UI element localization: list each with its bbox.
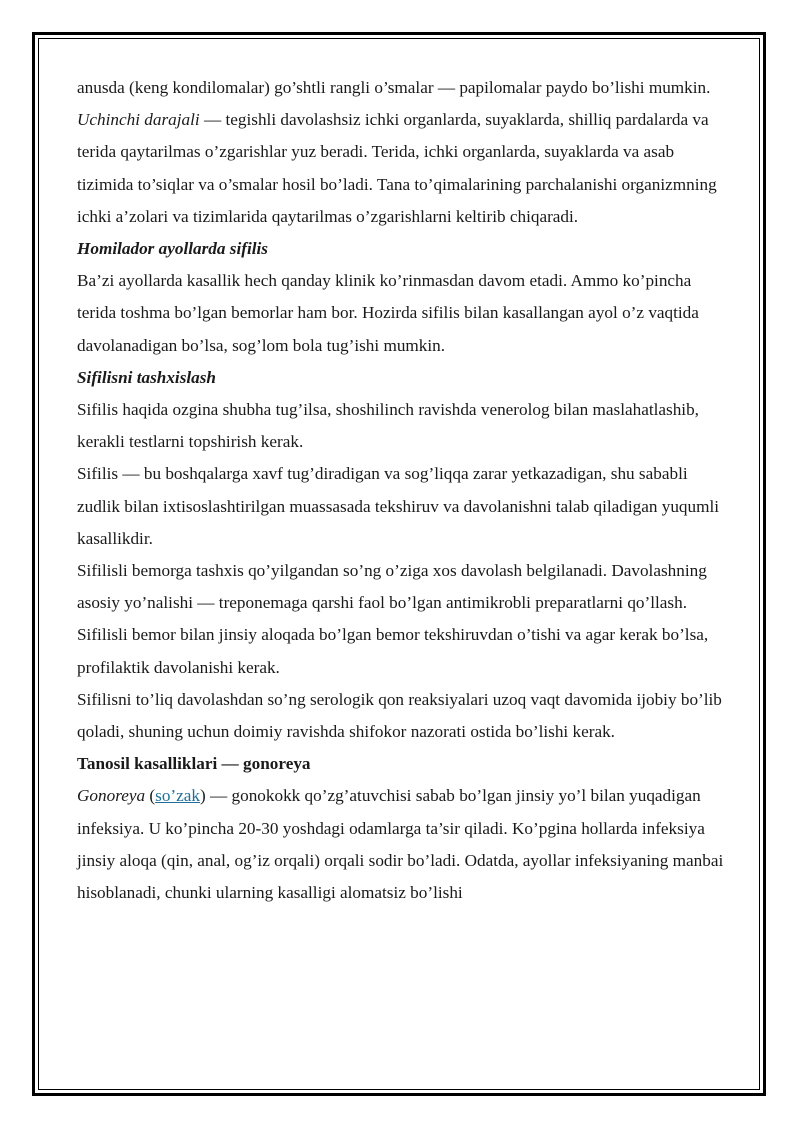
document-body — [77, 72, 727, 909]
third-stage-text: — tegishli davolashsiz ichki organlarda, suyaklarda, shilliq pardalarda va terida qaytarilmas o’zgarishlar yuz beradi. Terida, ichki organlarda, suyaklarda va asab tizimida to’siqlar va o’smalar hosil bo’ladi. Tana to’qimalarining parchalanishi organizmning ichki a’zolari va tizimlarida qaytarilmas o’zgarishlarni keltirib chiqaradi. — [77, 110, 717, 226]
heading-pregnant-women: Homilador ayollarda sifilis — [77, 239, 268, 259]
term-gonorrhea: Gonoreya — [77, 786, 146, 806]
paragraph-treatment: Sifilisli bemorga tashxis qo’yilgandan so’ng o’ziga xos davolash belgilanadi. Davolashning asosiy yo’nalishi — treponemaga qarshi faol bo’lgan antimikrobli preparatlarni qo’llash. Sifilisli bemor bilan jinsiy aloqada bo’lgan bemor tekshiruvdan o’tishi va agar kerak bo’lsa, profilaktik davolanishi kerak. — [77, 561, 709, 677]
paragraph-danger: Sifilis — bu boshqalarga xavf tug’diradigan va sog’liqqa zarar yetkazadigan, shu sababli zudlik bilan ixtisoslashtirilgan muassasada tekshiruv va davolanishni talab qiladigan yuqumli kasallikdir. — [77, 464, 720, 548]
paren-open: ( — [145, 786, 156, 806]
paragraph-papilloma: anusda (keng kondilomalar) go’shtli rangli o’smalar — papilomalar paydo bo’lishi mumkin. — [77, 78, 711, 97]
paragraph-serology: Sifilisni to’liq davolashdan so’ng serologik qon reaksiyalari uzoq vaqt davomida ijobiy bo’lib qoladi, shuning uchun doimiy ravishda shifokor nazorati ostida bo’lishi kerak. — [77, 689, 722, 742]
paragraph-pregnancy: Ba’zi ayollarda kasallik hech qanday klinik ko’rinmasdan davom etadi. Ammo ko’pincha terida toshma bo’lgan bemorlar ham bor. Hozirda sifilis bilan kasallangan ayol o’z vaqtida davolanadigan bo’lsa, sog’lom bola tug’ishi mumkin. — [77, 271, 699, 355]
paragraph-gonorrhea — [77, 780, 727, 909]
paragraph-consult: Sifilis haqida ozgina shubha tug’ilsa, shoshilinch ravishda venerolog bilan maslahatlashib, kerakli testlarni topshirish kerak. — [77, 400, 699, 452]
paragraph-third-stage — [77, 104, 727, 233]
sozak-link[interactable]: so’zak — [155, 786, 200, 806]
heading-gonorrhea: Tanosil kasalliklari — gonoreya — [77, 754, 311, 774]
term-third-stage: Uchinchi darajali — [77, 110, 200, 130]
heading-diagnosis: Sifilisni tashxislash — [77, 367, 216, 387]
gonorrhea-text: ) — gonokokk qo’zg’atuvchisi sabab bo’lgan jinsiy yo’l bilan yuqadigan infeksiya. U ko’pincha 20-30 yoshdagi odamlarga ta’sir qiladi. Ko’pgina hollarda infeksiya jinsiy aloqa (qin, anal, og’iz orqali) orqali sodir bo’ladi. Odatda, ayollar infeksiyaning manbai hisoblanadi, chunki ularning kasalligi alomatsiz bo’lishi — [77, 786, 724, 903]
